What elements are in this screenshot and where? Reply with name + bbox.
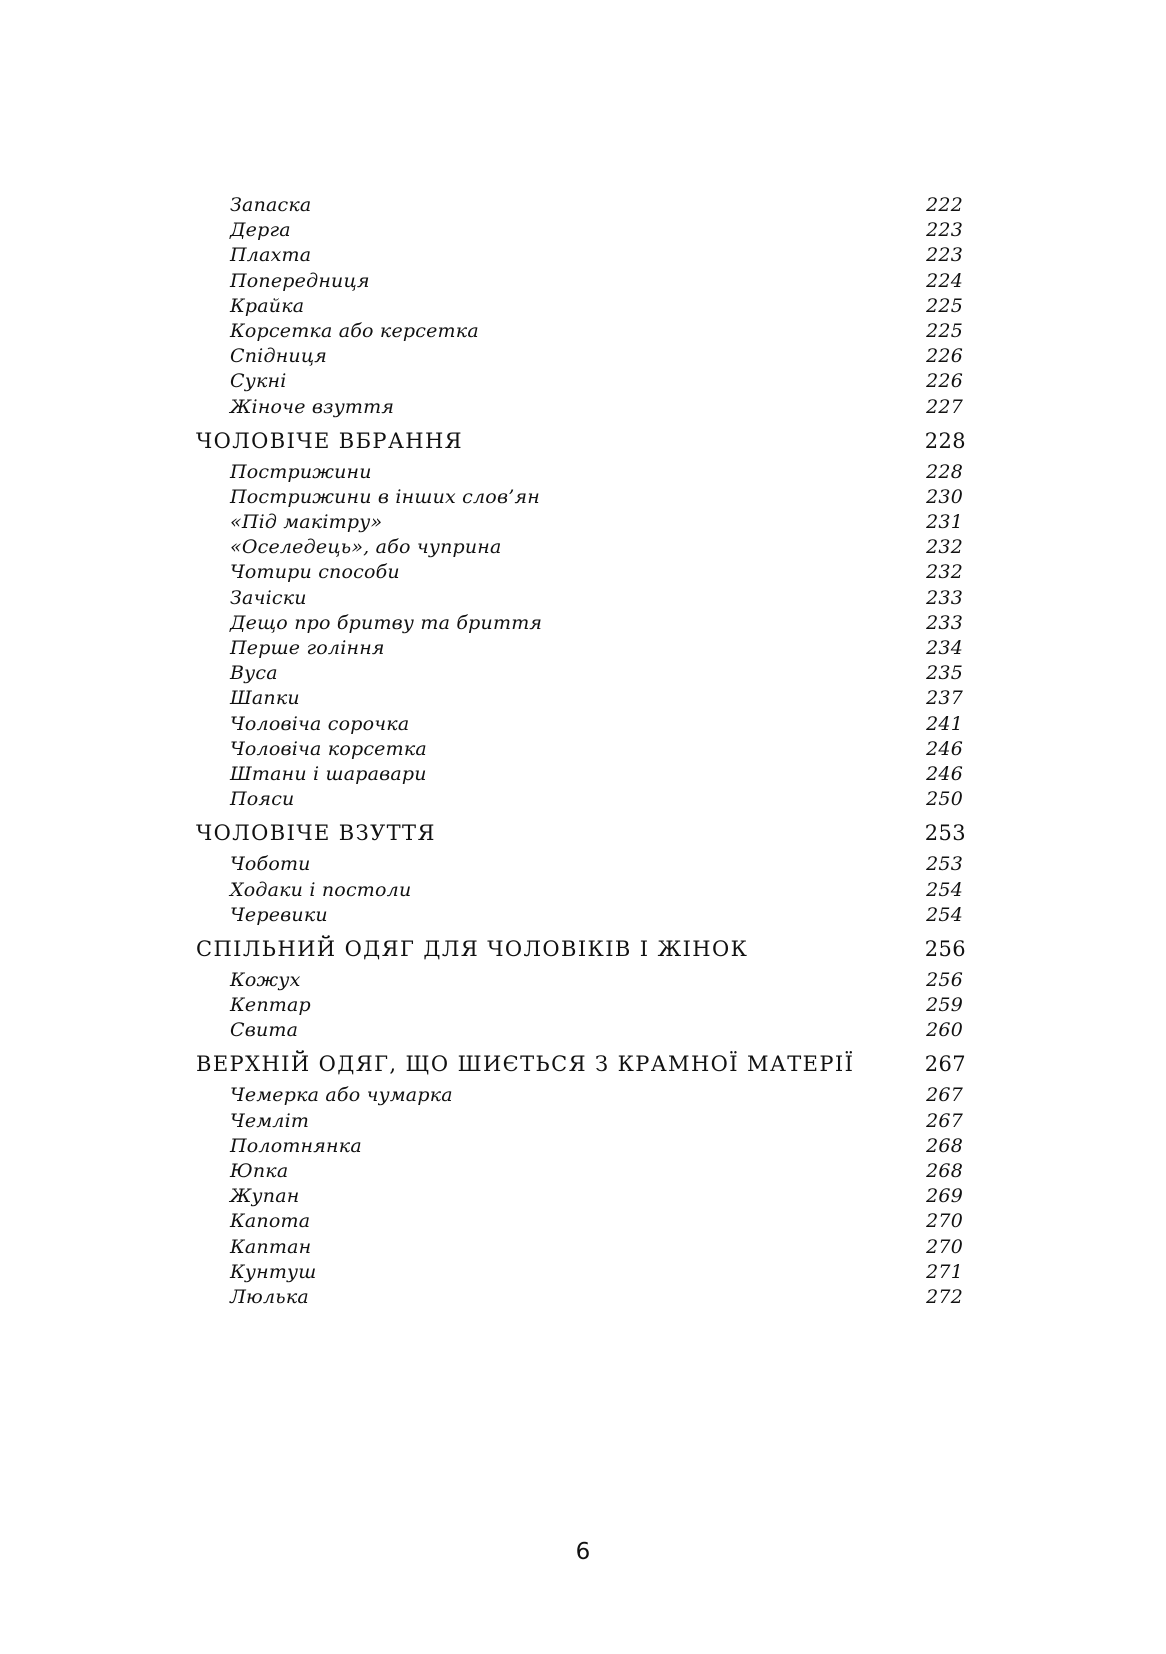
toc-page-number: 256 xyxy=(926,968,963,991)
toc-entry[interactable] xyxy=(196,395,966,420)
toc-entry-title: Крайка xyxy=(230,294,305,317)
toc-entry[interactable] xyxy=(196,294,966,319)
toc-page-number: 232 xyxy=(926,536,963,559)
toc-page-number: 227 xyxy=(926,395,963,418)
toc-entry-title: Жіноче взуття xyxy=(230,395,395,418)
toc-entry-title: Кожух xyxy=(230,968,301,991)
toc-section-title: ЧОЛОВІЧЕ ВБРАННЯ xyxy=(196,428,464,453)
toc-entry-title: Спідниця xyxy=(230,345,328,368)
toc-entry[interactable] xyxy=(196,968,966,993)
toc-entry[interactable] xyxy=(196,1018,966,1043)
toc-entry[interactable] xyxy=(196,1285,966,1310)
toc-entry[interactable] xyxy=(196,611,966,636)
toc-entry[interactable] xyxy=(196,852,966,877)
toc-entry[interactable] xyxy=(196,510,966,535)
toc-page-number: 272 xyxy=(926,1285,963,1308)
toc-page-number: 268 xyxy=(926,1160,963,1182)
toc-entry-title: Штани і шаравари xyxy=(230,762,427,785)
toc-entry[interactable] xyxy=(196,1209,966,1234)
toc-entry-title: Плахта xyxy=(230,244,312,267)
toc-page-number: 233 xyxy=(926,611,963,634)
toc-entry[interactable] xyxy=(196,1109,966,1134)
toc-entry-title: «Під макітру» xyxy=(230,511,383,534)
toc-entry[interactable] xyxy=(196,636,966,661)
toc-section[interactable] xyxy=(196,816,966,850)
toc-page-number: 259 xyxy=(926,994,963,1017)
toc-page-number: 228 xyxy=(924,428,966,453)
toc-entry[interactable] xyxy=(196,993,966,1018)
page-number: 6 xyxy=(575,1539,591,1565)
toc-section[interactable] xyxy=(196,932,966,966)
toc-entry-title: Корсетка або керсетка xyxy=(230,319,479,342)
toc-entry[interactable] xyxy=(196,269,966,294)
toc-entry-title: «Оселедець», або чуприна xyxy=(230,536,502,559)
toc-entry-title: Чоловіча сорочка xyxy=(230,712,410,735)
toc-section[interactable] xyxy=(196,424,966,458)
toc-page-number: 267 xyxy=(926,1084,963,1107)
toc-page-number: 246 xyxy=(926,762,963,785)
toc-page-number: 223 xyxy=(926,219,963,242)
toc-page-number: 254 xyxy=(926,878,963,901)
toc-page-number: 226 xyxy=(926,345,963,368)
toc-entry[interactable] xyxy=(196,737,966,762)
toc-page-number: 226 xyxy=(926,370,963,393)
toc-page-number: 269 xyxy=(926,1185,963,1208)
toc-entry[interactable] xyxy=(196,218,966,243)
toc-entry-title: Свита xyxy=(230,1019,299,1042)
toc-page-number: 253 xyxy=(924,821,966,846)
toc-page-number: 256 xyxy=(924,936,966,961)
toc-page-number: 228 xyxy=(926,460,963,483)
toc-entry-title: Дерга xyxy=(230,219,291,242)
toc-entry-title: Люлька xyxy=(230,1285,309,1308)
toc-entry[interactable] xyxy=(196,535,966,560)
toc-entry[interactable] xyxy=(196,903,966,928)
toc-section[interactable] xyxy=(196,1047,966,1081)
toc-page-number: 233 xyxy=(926,586,963,609)
toc-entry[interactable] xyxy=(196,485,966,510)
toc-page-number: 254 xyxy=(926,903,963,926)
toc-page-number: 222 xyxy=(926,194,963,216)
toc-page-number: 223 xyxy=(926,244,963,267)
toc-page-number: 234 xyxy=(926,637,963,659)
toc-entry-title: Вуса xyxy=(230,662,278,685)
toc-page-number: 225 xyxy=(926,294,963,317)
toc-entry-title: Полотнянка xyxy=(230,1134,362,1157)
toc-entry[interactable] xyxy=(196,369,966,394)
toc-entry[interactable] xyxy=(196,460,966,485)
toc-page-number: 250 xyxy=(926,788,963,811)
toc-page-number: 232 xyxy=(926,561,963,584)
toc-entry[interactable] xyxy=(196,878,966,903)
toc-page-number: 270 xyxy=(926,1210,963,1233)
toc-entry-title: Зачіски xyxy=(230,586,307,609)
toc-entry-title: Перше гоління xyxy=(230,637,385,659)
toc-entry[interactable] xyxy=(196,560,966,585)
toc-page-number: 225 xyxy=(926,319,963,342)
toc-entry-title: Капота xyxy=(230,1210,311,1233)
toc-entry[interactable] xyxy=(196,243,966,268)
toc-entry[interactable] xyxy=(196,344,966,369)
toc-entry-title: Пояси xyxy=(230,788,295,811)
toc-page-number: 267 xyxy=(926,1109,963,1132)
toc-entry-title: Пострижини xyxy=(230,460,372,483)
toc-entry[interactable] xyxy=(196,661,966,686)
toc-page-number: 224 xyxy=(926,269,963,292)
toc-section-title: ВЕРХНІЙ ОДЯГ, ЩО ШИЄТЬСЯ З КРАМНОЇ МАТЕРІЇ xyxy=(196,1052,855,1077)
toc-entry[interactable] xyxy=(196,1083,966,1108)
toc-page-number: 260 xyxy=(926,1019,963,1042)
toc-entry-title: Юпка xyxy=(230,1160,289,1182)
toc-entry-title: Пострижини в інших слов’ян xyxy=(230,485,540,508)
toc-page-number: 241 xyxy=(926,712,963,735)
toc-entry[interactable] xyxy=(196,1134,966,1159)
toc-entry[interactable] xyxy=(196,193,966,218)
toc-entry[interactable] xyxy=(196,1184,966,1209)
toc-entry-title: Запаска xyxy=(230,194,312,216)
toc-entry-title: Чемліт xyxy=(230,1109,310,1132)
toc-entry[interactable] xyxy=(196,686,966,711)
toc-page-number: 271 xyxy=(926,1260,963,1283)
toc-entry-title: Попередниця xyxy=(230,269,370,292)
toc-entry[interactable] xyxy=(196,586,966,611)
toc-entry-title: Чотири способи xyxy=(230,561,400,584)
toc-entry-title: Каптан xyxy=(230,1235,312,1258)
toc-page-number: 270 xyxy=(926,1235,963,1258)
toc-page-number: 230 xyxy=(926,485,963,508)
toc-entry-title: Черевики xyxy=(230,903,328,926)
toc-entry-title: Сукні xyxy=(230,370,287,393)
toc-entry-title: Чемерка або чумарка xyxy=(230,1084,453,1107)
toc-section-title: ЧОЛОВІЧЕ ВЗУТТЯ xyxy=(196,821,436,846)
toc-entry-title: Чоботи xyxy=(230,853,311,876)
toc-entry[interactable] xyxy=(196,762,966,787)
toc-page-number: 237 xyxy=(926,687,963,710)
toc-entry-title: Чоловіча корсетка xyxy=(230,737,427,760)
toc-entry-title: Шапки xyxy=(230,687,300,710)
toc-entry-title: Ходаки і постоли xyxy=(230,878,412,901)
table-of-contents xyxy=(196,193,966,1310)
toc-entry[interactable] xyxy=(196,319,966,344)
toc-entry[interactable] xyxy=(196,787,966,812)
toc-entry[interactable] xyxy=(196,1235,966,1260)
toc-entry[interactable] xyxy=(196,712,966,737)
toc-section-title: СПІЛЬНИЙ ОДЯГ ДЛЯ ЧОЛОВІКІВ І ЖІНОК xyxy=(196,936,749,961)
toc-page-number: 231 xyxy=(926,511,963,534)
toc-entry[interactable] xyxy=(196,1159,966,1184)
toc-entry-title: Жупан xyxy=(230,1185,300,1208)
toc-entry-title: Кептар xyxy=(230,994,311,1017)
toc-entry-title: Дещо про бритву та бриття xyxy=(230,611,543,634)
toc-page-number: 235 xyxy=(926,662,963,685)
toc-page-number: 267 xyxy=(924,1052,966,1077)
toc-page-number: 246 xyxy=(926,737,963,760)
toc-page-number: 268 xyxy=(926,1134,963,1157)
toc-entry[interactable] xyxy=(196,1260,966,1285)
toc-entry-title: Кунтуш xyxy=(230,1260,317,1283)
toc-page-number: 253 xyxy=(926,853,963,876)
